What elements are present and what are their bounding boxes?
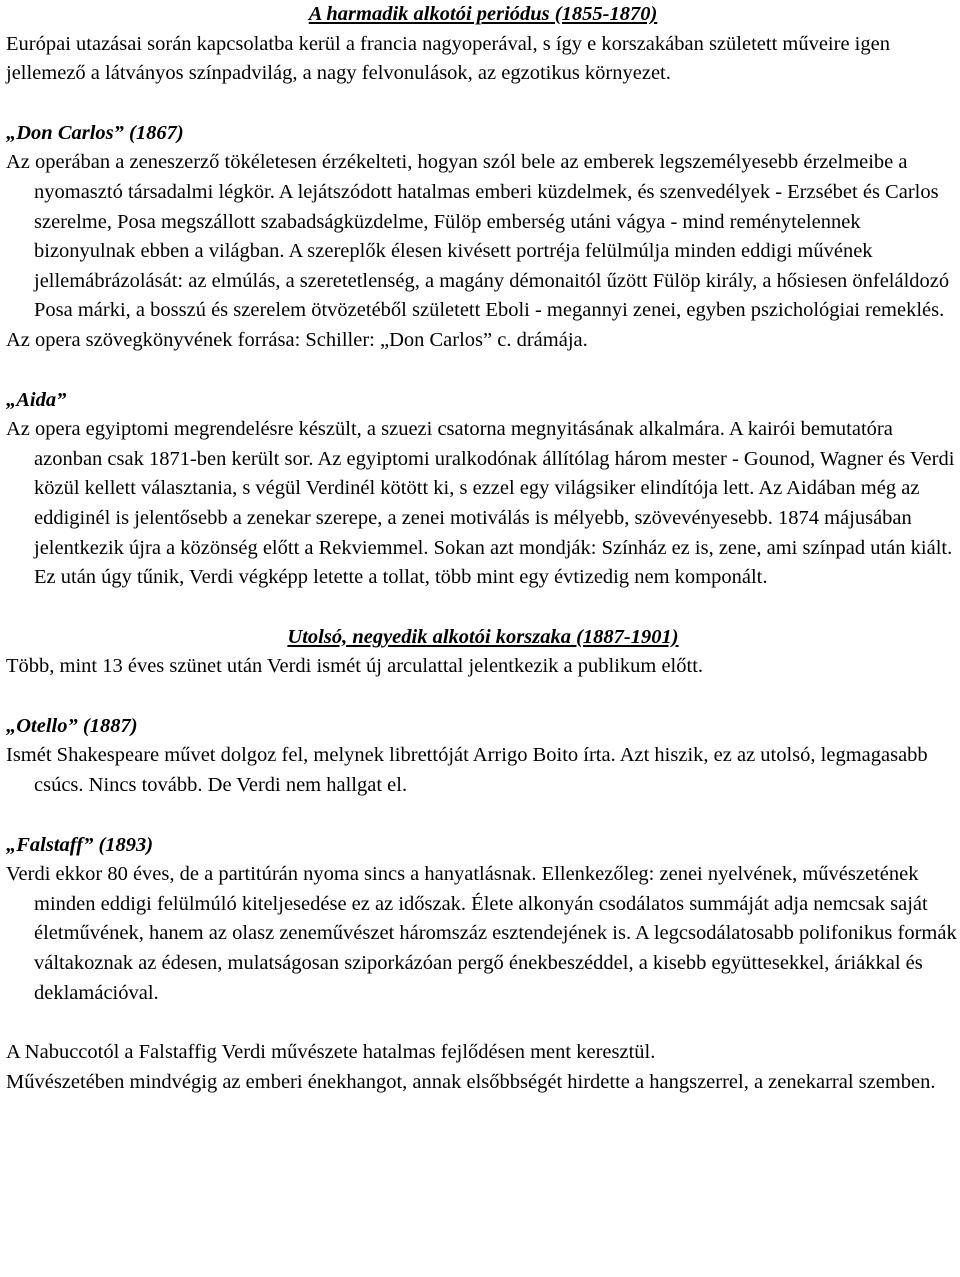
don-carlos-paragraph (6, 148, 960, 326)
section-intro-paragraph: Európai utazásai során kapcsolatba kerül a francia nagyoperával, s így e korszakában született műveire igen jellemező a látványos színpadvilág, a nagy felvonulások, az egzotikus környezet. (6, 32, 890, 85)
section-intro-paragraph-2: Több, mint 13 éves szünet után Verdi ismét új arculattal jelentkezik a publikum előtt. (6, 655, 704, 678)
spacer (6, 682, 960, 712)
spacer (6, 801, 960, 831)
opera-title-falstaff: „Falstaff” (1893) (6, 833, 154, 856)
spacer (6, 593, 960, 623)
spacer (6, 356, 960, 386)
closing-line-2: Művészetében mindvégig az emberi énekhangot, annak elsőbbségét hirdette a hangszerrel, a zenekarral szemben. (6, 1070, 936, 1093)
opera-title-otello: „Otello” (1887) (6, 714, 138, 737)
spacer (6, 89, 960, 119)
falstaff-paragraph: Verdi ekkor 80 éves, de a partitúrán nyoma sincs a hanyatlásnak. Ellenkezőleg: zenei nyelvének, művészetének minden eddigi felülmúló kiteljesedése ez az időszak. Élete alkonyán csodálatos summáját adja nemcsak saját életművének, hanem az olasz zeneművészet háromszáz esztendejének is. A legcsodálatosabb polifonikus formák váltakoznak az édesen, mulatságosan sziporkázóan pergő énekbeszéddel, a kisebb együttesekkel, áriákkal és deklamációval. (6, 863, 957, 1004)
section-title-fourth-period: Utolsó, negyedik alkotói korszaka (1887-1901) (287, 625, 679, 648)
spacer (6, 1008, 960, 1038)
section-title-third-period: A harmadik alkotói periódus (1855-1870) (308, 3, 658, 25)
closing-line-1: A Nabuccotól a Falstaffig Verdi művészete hatalmas fejlődésen ment keresztül. (6, 1041, 656, 1064)
opera-title-aida: „Aida” (6, 388, 67, 411)
opera-title-name: „Don Carlos” (6, 121, 124, 144)
opera-title-don-carlos (6, 119, 960, 149)
don-carlos-source: Az opera szövegkönyvének forrása: Schiller: „Don Carlos” c. drámája. (6, 328, 588, 351)
otello-paragraph: Ismét Shakespeare művet dolgoz fel, melynek librettóját Arrigo Boito írta. Azt hiszik, ez az utolsó, legmagasabb csúcs. Nincs tovább. De Verdi nem hallgat el. (6, 744, 928, 797)
opera-title-year: (1867) (123, 121, 184, 144)
don-carlos-body: Az operában a zeneszerző tökéletesen érzékelteti, hogyan szól bele az emberek legszemélyesebb érzelmeibe a nyomasztó társadalmi légkör. A lejátszódott hatalmas emberi küzdelmek, és szenvedélyek - Erzsébet és Carlos szerelme, Posa megszállott szabadságküzdelme, Fülöp emberség utáni vágya - mind reménytelennek bizonyulnak ebben a világban. A szereplők élesen kivésett portréja felülmúlja minden eddigi művének jellemábrázolását: az elmúlás, a szeretetlenség, a magány démonaitól űzött Fülöp király, a hősiesen önfeláldozó Posa márki, a bosszú és szerelem ötvözetéből született Eboli - megannyi zenei, egyben pszichológiai remeklés. (6, 151, 950, 322)
aida-paragraph: Az opera egyiptomi megrendelésre készült, a szuezi csatorna megnyitásának alkalmára. A kairói bemutatóra azonban csak 1871-ben került sor. Az egyiptomi uralkodónak állítólag három mester - Gounod, Wagner és Verdi közül kellett választania, s végül Verdinél kötött ki, s ezzel egy világsiker elindítója lett. Az Aidában még az eddiginél is jelentősebb a zenekar szerepe, a zenei motiválás is mélyebb, szövevényesebb. 1874 májusában jelentkezik újra a közönség előtt a Rekviemmel. Sokan azt mondják: Színház ez is, zene, ami színpad után kiált. Ez után úgy tűnik, Verdi végképp letette a tollat, több mint egy évtizedig nem komponált. (6, 418, 955, 589)
